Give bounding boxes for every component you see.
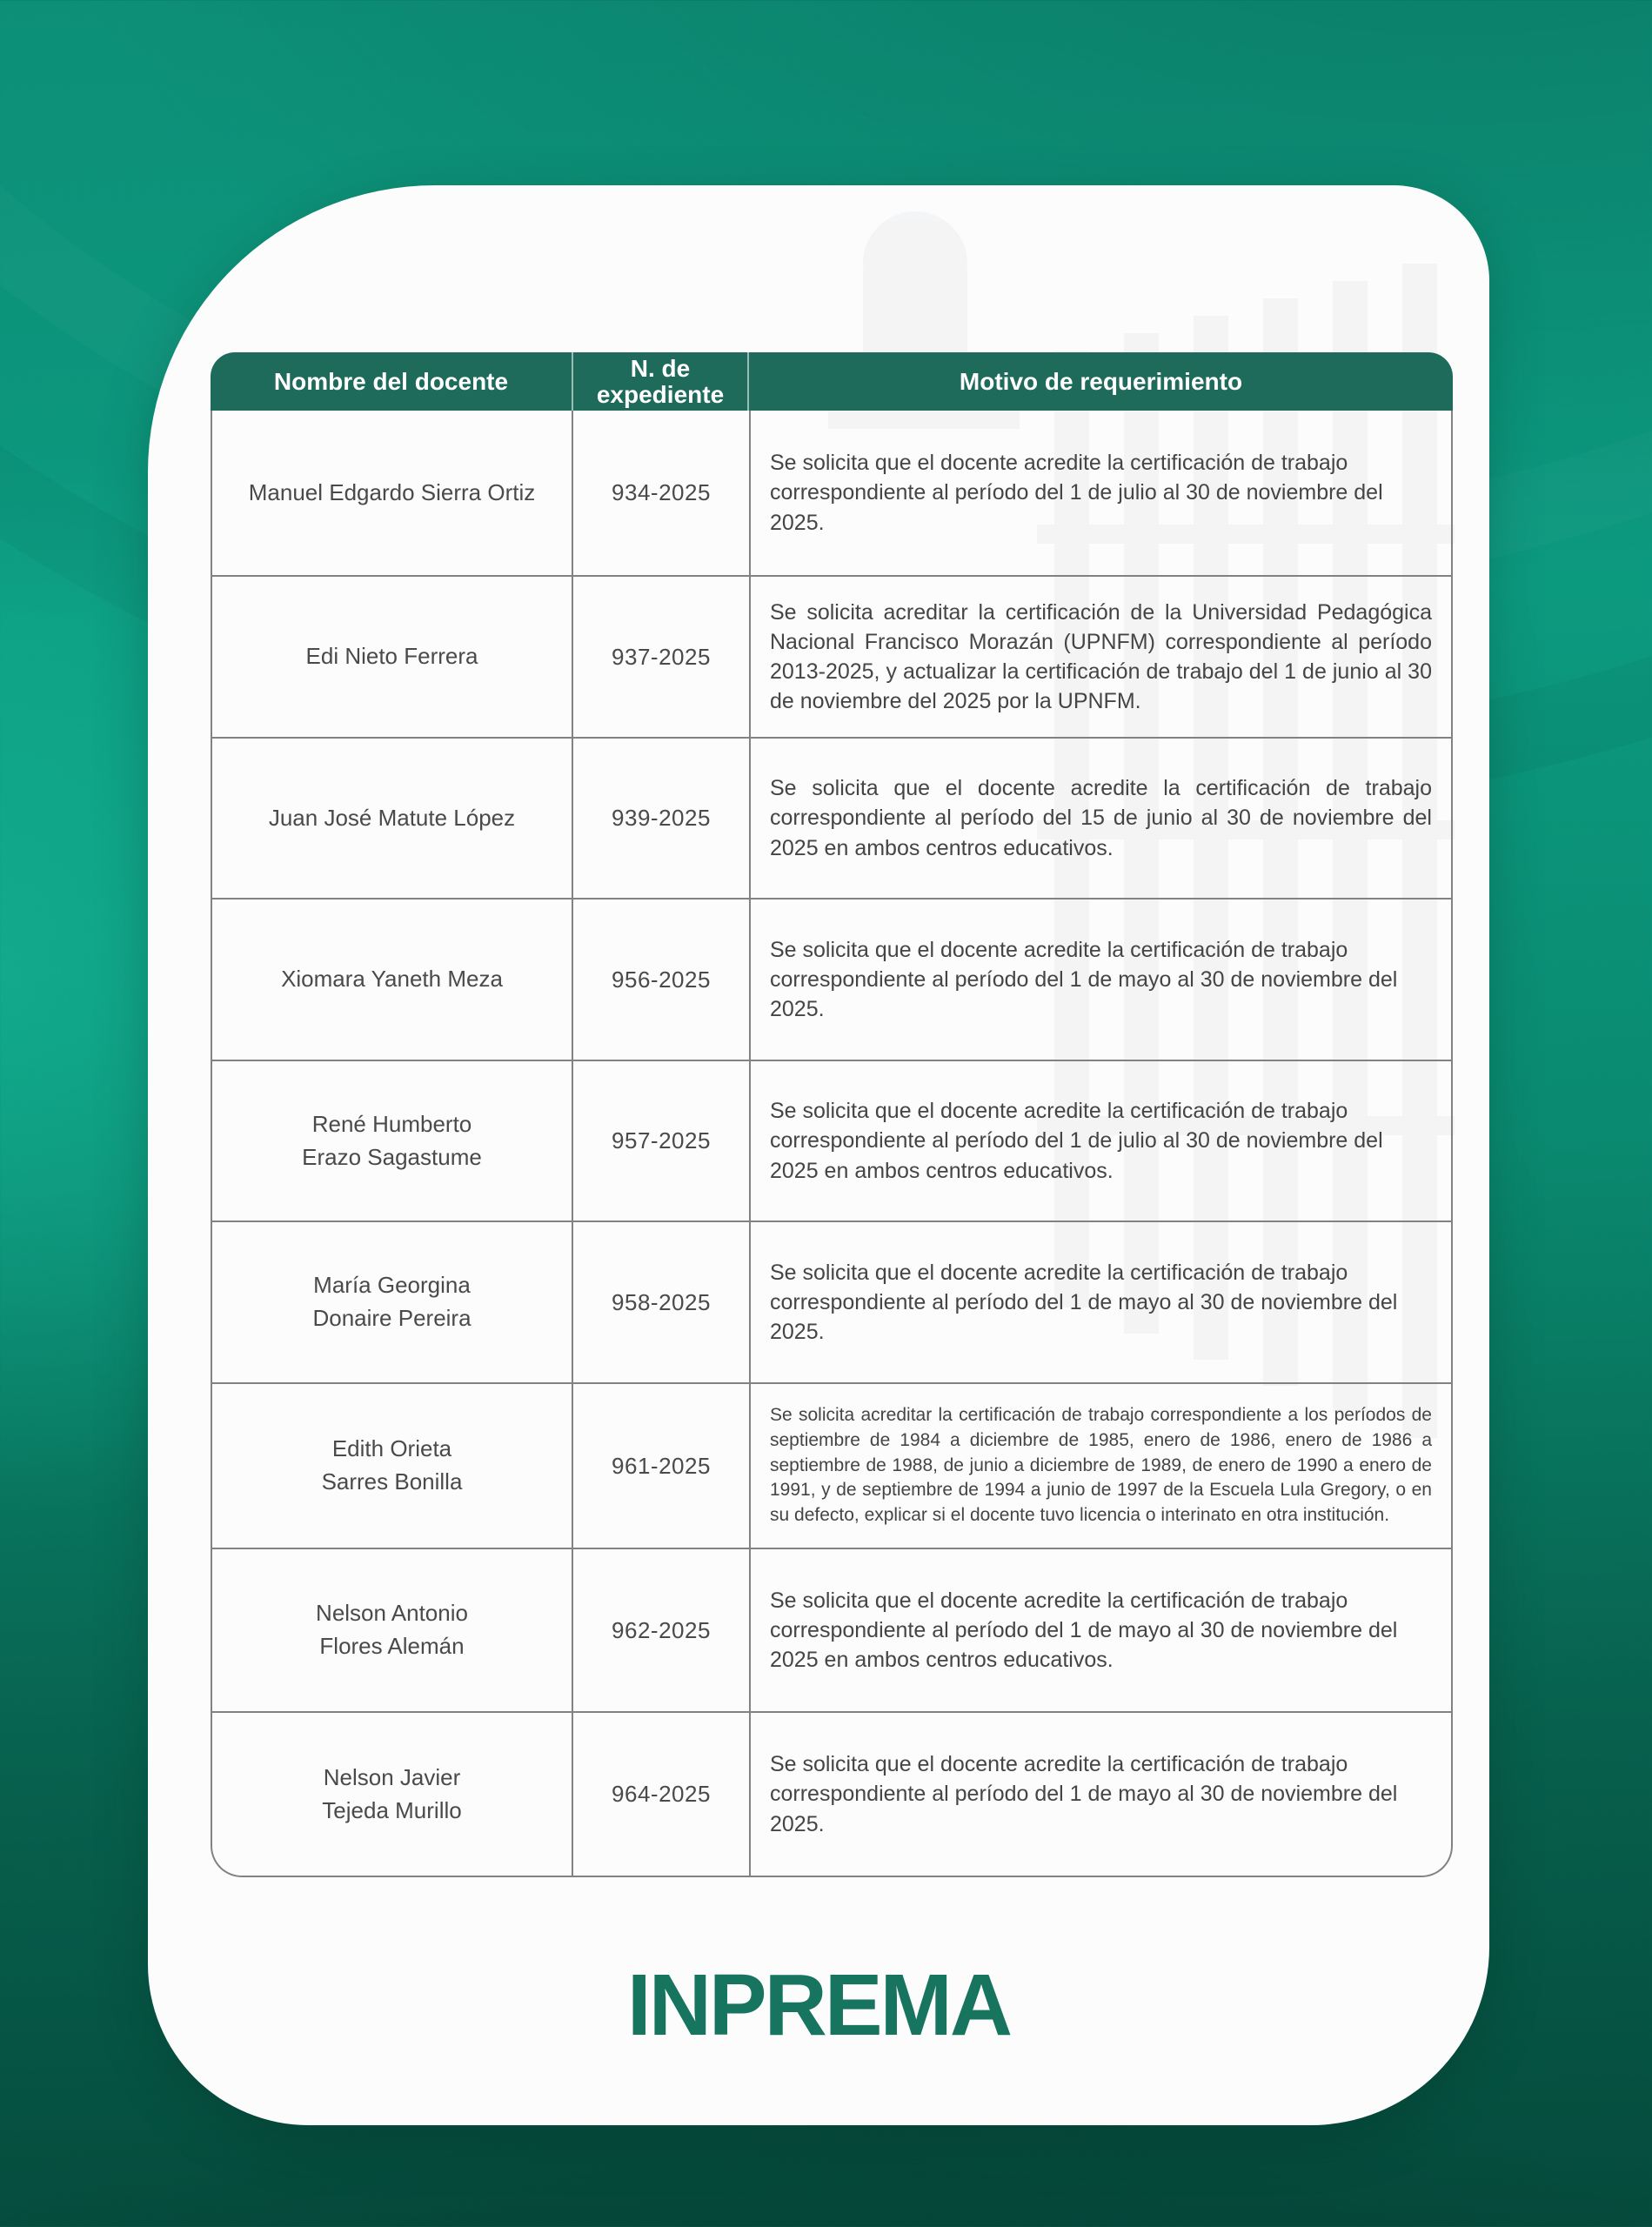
table-row [212,1713,1451,1876]
docente-name-line: Nelson Antonio [316,1600,468,1627]
header-expediente-line2: expediente [596,380,725,408]
inprema-logo: INPREMA [626,1956,1011,2054]
cell-expediente: 937-2025 [573,577,751,737]
table-body [211,411,1453,1877]
cell-expediente: 964-2025 [573,1713,751,1876]
motivo-text: Se solicita que el docente acredite la certificación de trabajo correspondiente al período del 1 de mayo al 30 de noviembre del 2025. [770,937,1398,1022]
table-row [212,1384,1451,1549]
cell-expediente: 961-2025 [573,1384,751,1548]
motivo-text: Se solicita acreditar la certificación de la Universidad Pedagógica Nacional Francisco Morazán (UPNFM) correspondiente al período 2013-2025, y actualizar la certificación de trabajo del 1 de junio al 30 de noviembre del 2025 por la UPNFM. [770,599,1432,714]
docente-name-line: Manuel Edgardo Sierra Ortiz [248,478,536,505]
cell-motivo [751,1061,1451,1221]
header-expediente-line1: N. de [630,355,691,383]
cell-expediente: 956-2025 [573,899,751,1060]
cell-motivo [751,577,1451,737]
cell-motivo [751,1549,1451,1711]
table-row [212,1061,1451,1222]
cell-motivo [751,1222,1451,1382]
motivo-text: Se solicita que el docente acredite la certificación de trabajo correspondiente al período del 1 de julio al 30 de noviembre del 2025 en ambos centros educativos. [770,1099,1383,1183]
cell-docente-name [212,1061,573,1221]
cell-motivo [751,1713,1451,1876]
cell-docente-name [212,739,573,898]
cell-expediente: 962-2025 [573,1549,751,1711]
table-row [212,411,1451,577]
docente-name-line: Flores Alemán [319,1633,465,1659]
cell-expediente: 958-2025 [573,1222,751,1382]
docente-name-line: Tejeda Murillo [322,1796,462,1823]
docente-name-line: Xiomara Yaneth Meza [281,966,503,993]
motivo-text: Se solicita acreditar la certificación de trabajo correspondiente a los períodos de septiembre de 1984 a diciembre de 1985, enero de 1986, enero de 1986 a septiembre de 1988, de junio a diciembre de 1989, de enero de 1990 a enero de 1991, y de septiembre de 1994 a junio de 1997 de la Escuela Lula Gregory, o en su defecto, explicar si el docente tuvo licencia o interinato en otra institución. [770,1404,1432,1526]
table-row [212,577,1451,739]
motivo-text: Se solicita que el docente acredite la certificación de trabajo correspondiente al período del 15 de junio al 30 de noviembre del 2025 en ambos centros educativos. [770,776,1432,860]
table-row [212,739,1451,899]
cell-docente-name [212,1713,573,1876]
docente-name-line: Edi Nieto Ferrera [305,643,478,670]
content-card [148,185,1489,2125]
cell-docente-name [212,1222,573,1382]
docente-name-line: Juan José Matute López [268,804,516,831]
docente-name-line: Donaire Pereira [312,1305,472,1331]
cell-motivo [751,411,1451,575]
cell-docente-name [212,1384,573,1548]
cell-expediente: 939-2025 [573,739,751,898]
header-cell-motivo: Motivo de requerimiento [959,367,1243,395]
cell-docente-name [212,577,573,737]
motivo-text: Se solicita que el docente acredite la certificación de trabajo correspondiente al período del 1 de mayo al 30 de noviembre del 2025. [770,1260,1398,1345]
table-header [211,352,1453,411]
table-row [212,899,1451,1061]
table-row [212,1222,1451,1384]
header-cell-docente: Nombre del docente [273,367,509,395]
cell-docente-name [212,411,573,575]
table-row [212,1549,1451,1713]
motivo-text: Se solicita que el docente acredite la certificación de trabajo correspondiente al período del 1 de mayo al 30 de noviembre del 2025. [770,1752,1398,1836]
docente-name-line: Nelson Javier [323,1763,461,1790]
header-cell-expediente [572,352,749,411]
cell-docente-name [212,899,573,1060]
motivo-text: Se solicita que el docente acredite la certificación de trabajo correspondiente al período del 1 de julio al 30 de noviembre del 2025. [770,451,1383,535]
cell-motivo [751,739,1451,898]
cell-motivo [751,899,1451,1060]
motivo-text: Se solicita que el docente acredite la certificación de trabajo correspondiente al período del 1 de mayo al 30 de noviembre del 2025 en ambos centros educativos. [770,1588,1398,1673]
docente-name-line: María Georgina [313,1272,471,1299]
cell-motivo [751,1384,1451,1548]
cell-expediente: 957-2025 [573,1061,751,1221]
docente-name-line: Edith Orieta [331,1435,452,1462]
cell-docente-name [212,1549,573,1711]
docente-name-line: René Humberto [311,1110,472,1137]
cell-expediente: 934-2025 [573,411,751,575]
docente-name-line: Sarres Bonilla [321,1468,463,1495]
requirements-table [211,352,1453,1877]
docente-name-line: Erazo Sagastume [302,1143,482,1170]
